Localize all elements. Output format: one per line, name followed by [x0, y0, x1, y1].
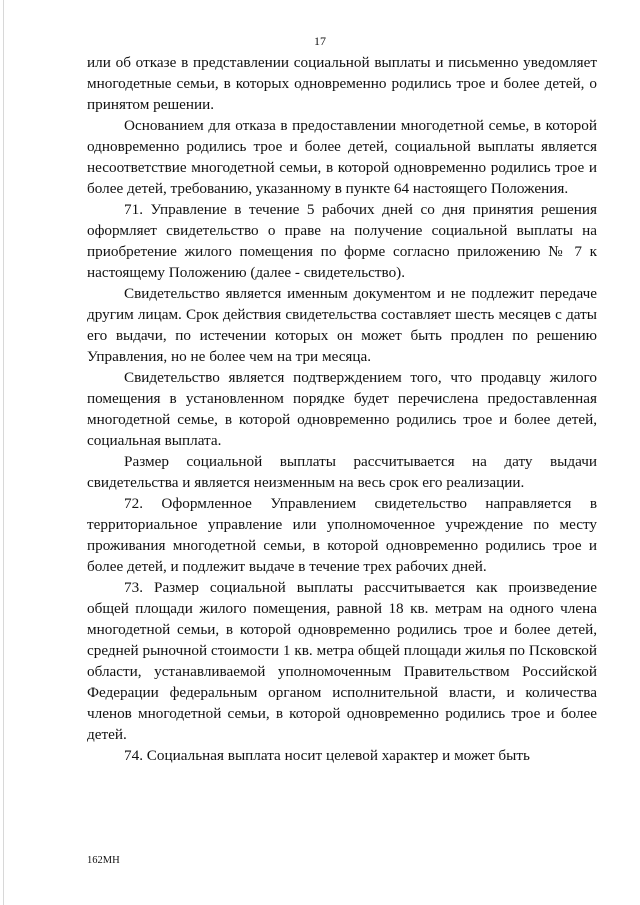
document-code: 162МН	[87, 855, 120, 866]
paragraph-72: 72. Оформленное Управлением свидетельство направляется в территориальное управление или уполномоченное учреждение по месту проживания многодетной семьи, в которой одновременно родились трое и более детей, и подлежит выдаче в течение трех рабочих дней.	[87, 495, 597, 575]
paragraph-74: 74. Социальная выплата носит целевой характер и может быть	[124, 747, 530, 764]
paragraph-payment-amount: Размер социальной выплаты рассчитывается на дату выдачи свидетельства и является неизменным на весь срок его реализации.	[87, 453, 597, 491]
paragraph-certificate-confirmation: Свидетельство является подтверждением того, что продавцу жилого помещения в установленном порядке будет перечислена предоставленная многодетной семье, в которой одновременно родились трое и более детей, социальная выплата.	[87, 369, 597, 449]
paragraph-certificate-personal: Свидетельство является именным документом и не подлежит передаче другим лицам. Срок действия свидетельства составляет шесть месяцев с даты его выдачи, по истечении которых он может быть продлен по решению Управления, но не более чем на три месяца.	[87, 285, 597, 365]
page-number: 17	[314, 34, 326, 48]
paragraph-73: 73. Размер социальной выплаты рассчитывается как произведение общей площади жилого помещения, равной 18 кв. метрам на одного члена многодетной семьи, в которой одновременно родились трое и более детей, средней рыночной стоимости 1 кв. метра общей площади жилья по Псковской области, устанавливаемой уполномоченным Правительством Российской Федерации федеральным органом исполнительной власти, и количества членов многодетной семьи, в которой одновременно родились трое и более детей.	[87, 579, 597, 743]
paragraph-refusal-grounds: Основанием для отказа в предоставлении многодетной семье, в которой одновременно родились трое и более детей, социальной выплаты является несоответствие многодетной семьи, в которой одновременно родились трое и более детей, требованию, указанному в пункте 64 настоящего Положения.	[87, 117, 597, 197]
paragraph-71: 71. Управление в течение 5 рабочих дней со дня принятия решения оформляет свидетельство о праве на получение социальной выплаты на приобретение жилого помещения по форме согласно приложению № 7 к настоящему Положению (далее - свидетельство).	[87, 201, 597, 281]
page-edge-line	[3, 0, 4, 905]
paragraph-continuation: или об отказе в представлении социальной выплаты и письменно уведомляет многодетные семьи, в которых одновременно родились трое и более детей, о принятом решении.	[87, 54, 597, 113]
document-text	[87, 52, 597, 766]
